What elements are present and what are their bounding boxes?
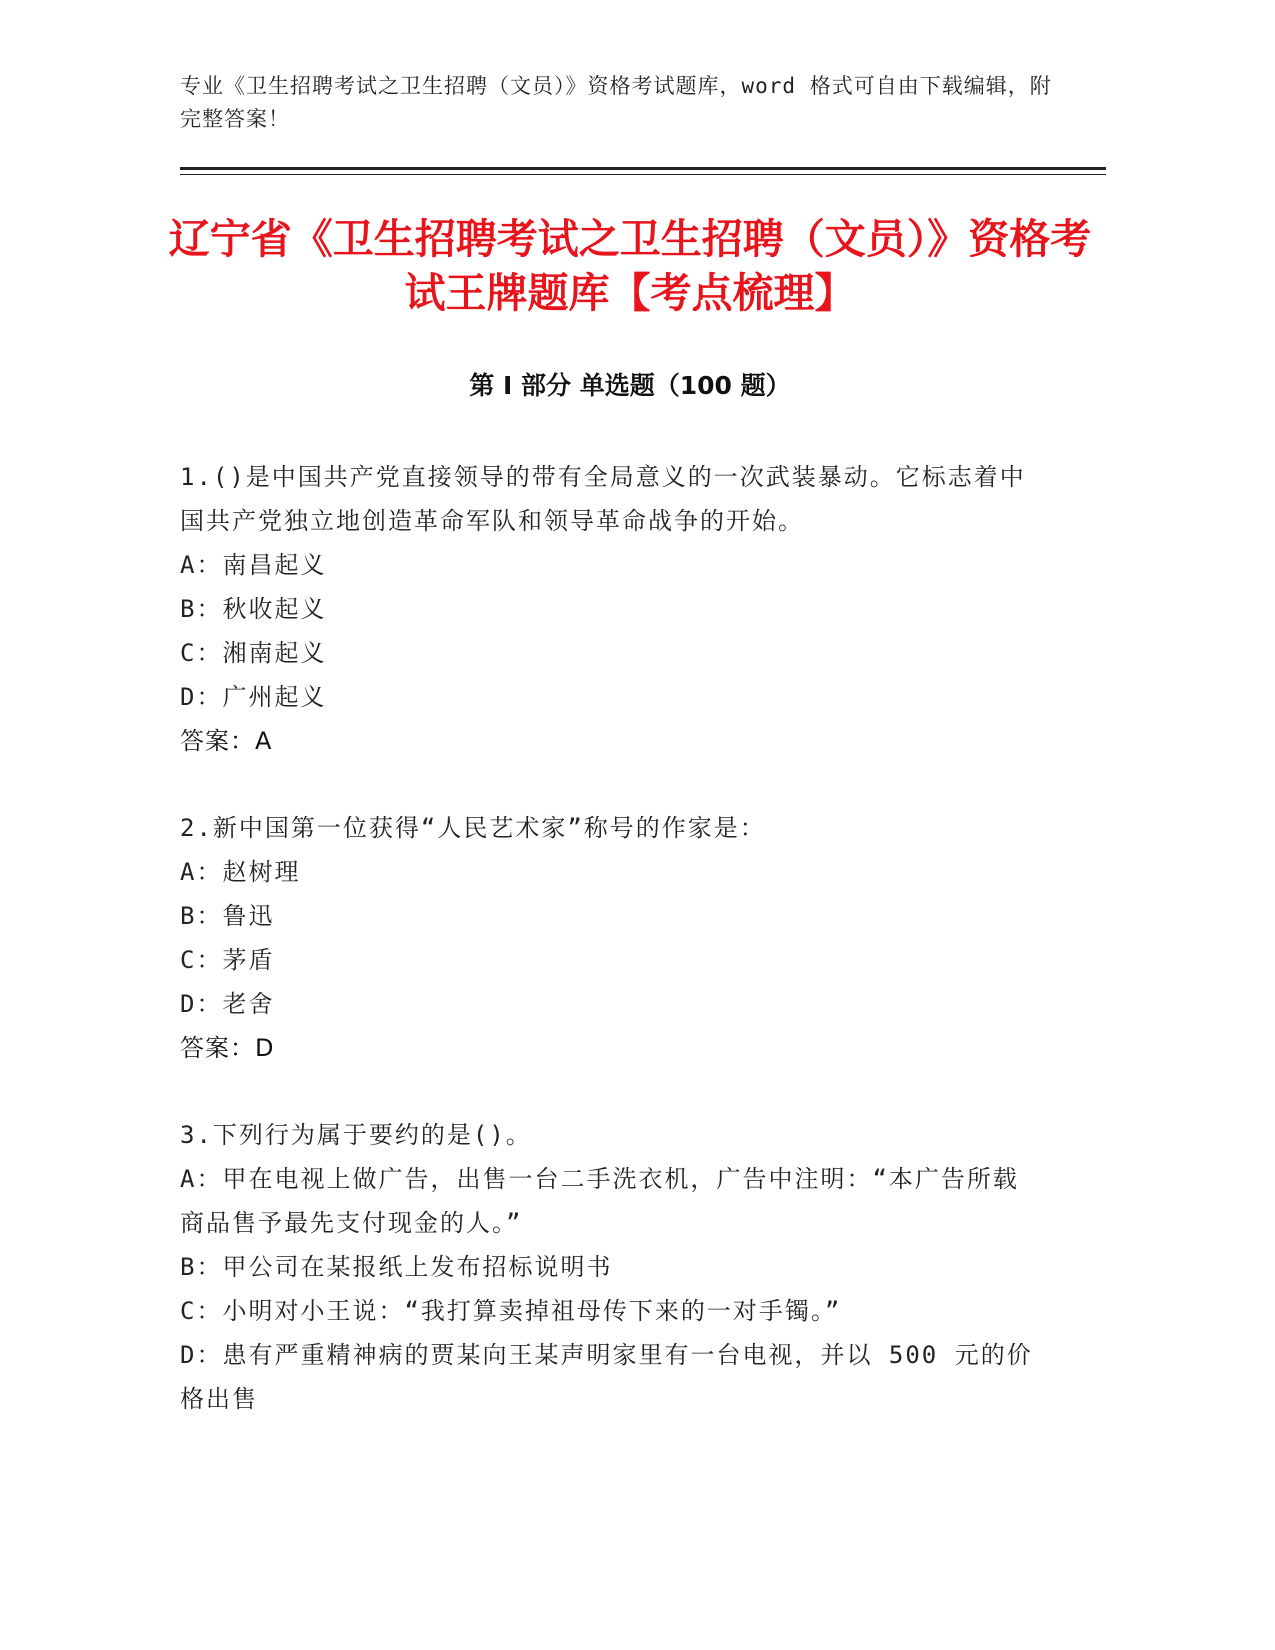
option-a: A：甲在电视上做广告，出售一台二手洗衣机，广告中注明：“本广告所载商品售予最先支付现金的人。” xyxy=(180,1165,1019,1237)
option-d: D：广州起义 xyxy=(180,683,327,711)
option-b: B：甲公司在某报纸上发布招标说明书 xyxy=(180,1253,613,1281)
page-title: 辽宁省《卫生招聘考试之卫生招聘（文员）》资格考试王牌题库【考点梳理】 xyxy=(168,215,1092,317)
answer-line: 答案：A xyxy=(180,727,273,755)
header-rule-thick xyxy=(180,167,1106,170)
question-3 xyxy=(180,1113,1040,1421)
option-b: B：秋收起义 xyxy=(180,595,327,623)
question-stem: 3.下列行为属于要约的是()。 xyxy=(180,1121,532,1149)
section-heading: 第 I 部分 单选题（100 题） xyxy=(469,371,791,400)
answer-line: 答案：D xyxy=(180,1034,275,1062)
question-stem: 2.新中国第一位获得“人民艺术家”称号的作家是： xyxy=(180,814,766,842)
question-stem: 1.()是中国共产党直接领导的带有全局意义的一次武装暴动。它标志着中国共产党独立地创造革命军队和领导革命战争的开始。 xyxy=(180,463,1026,535)
question-2 xyxy=(180,806,1040,1070)
option-c: C：小明对小王说：“我打算卖掉祖母传下来的一对手镯。” xyxy=(180,1297,842,1325)
option-d: D：患有严重精神病的贾某向王某声明家里有一台电视，并以 500 元的价格出售 xyxy=(180,1341,1033,1413)
question-1 xyxy=(180,455,1040,763)
option-a: A：赵树理 xyxy=(180,858,301,886)
option-a: A：南昌起义 xyxy=(180,551,327,579)
header-note: 专业《卫生招聘考试之卫生招聘（文员）》资格考试题库，word 格式可自由下载编辑，附完整答案！ xyxy=(180,74,1052,131)
option-c: C：湘南起义 xyxy=(180,639,327,667)
header-rule-thin xyxy=(180,174,1106,175)
option-b: B：鲁迅 xyxy=(180,902,275,930)
option-d: D：老舍 xyxy=(180,990,275,1018)
option-c: C：茅盾 xyxy=(180,946,275,974)
question-list xyxy=(180,455,1040,1464)
